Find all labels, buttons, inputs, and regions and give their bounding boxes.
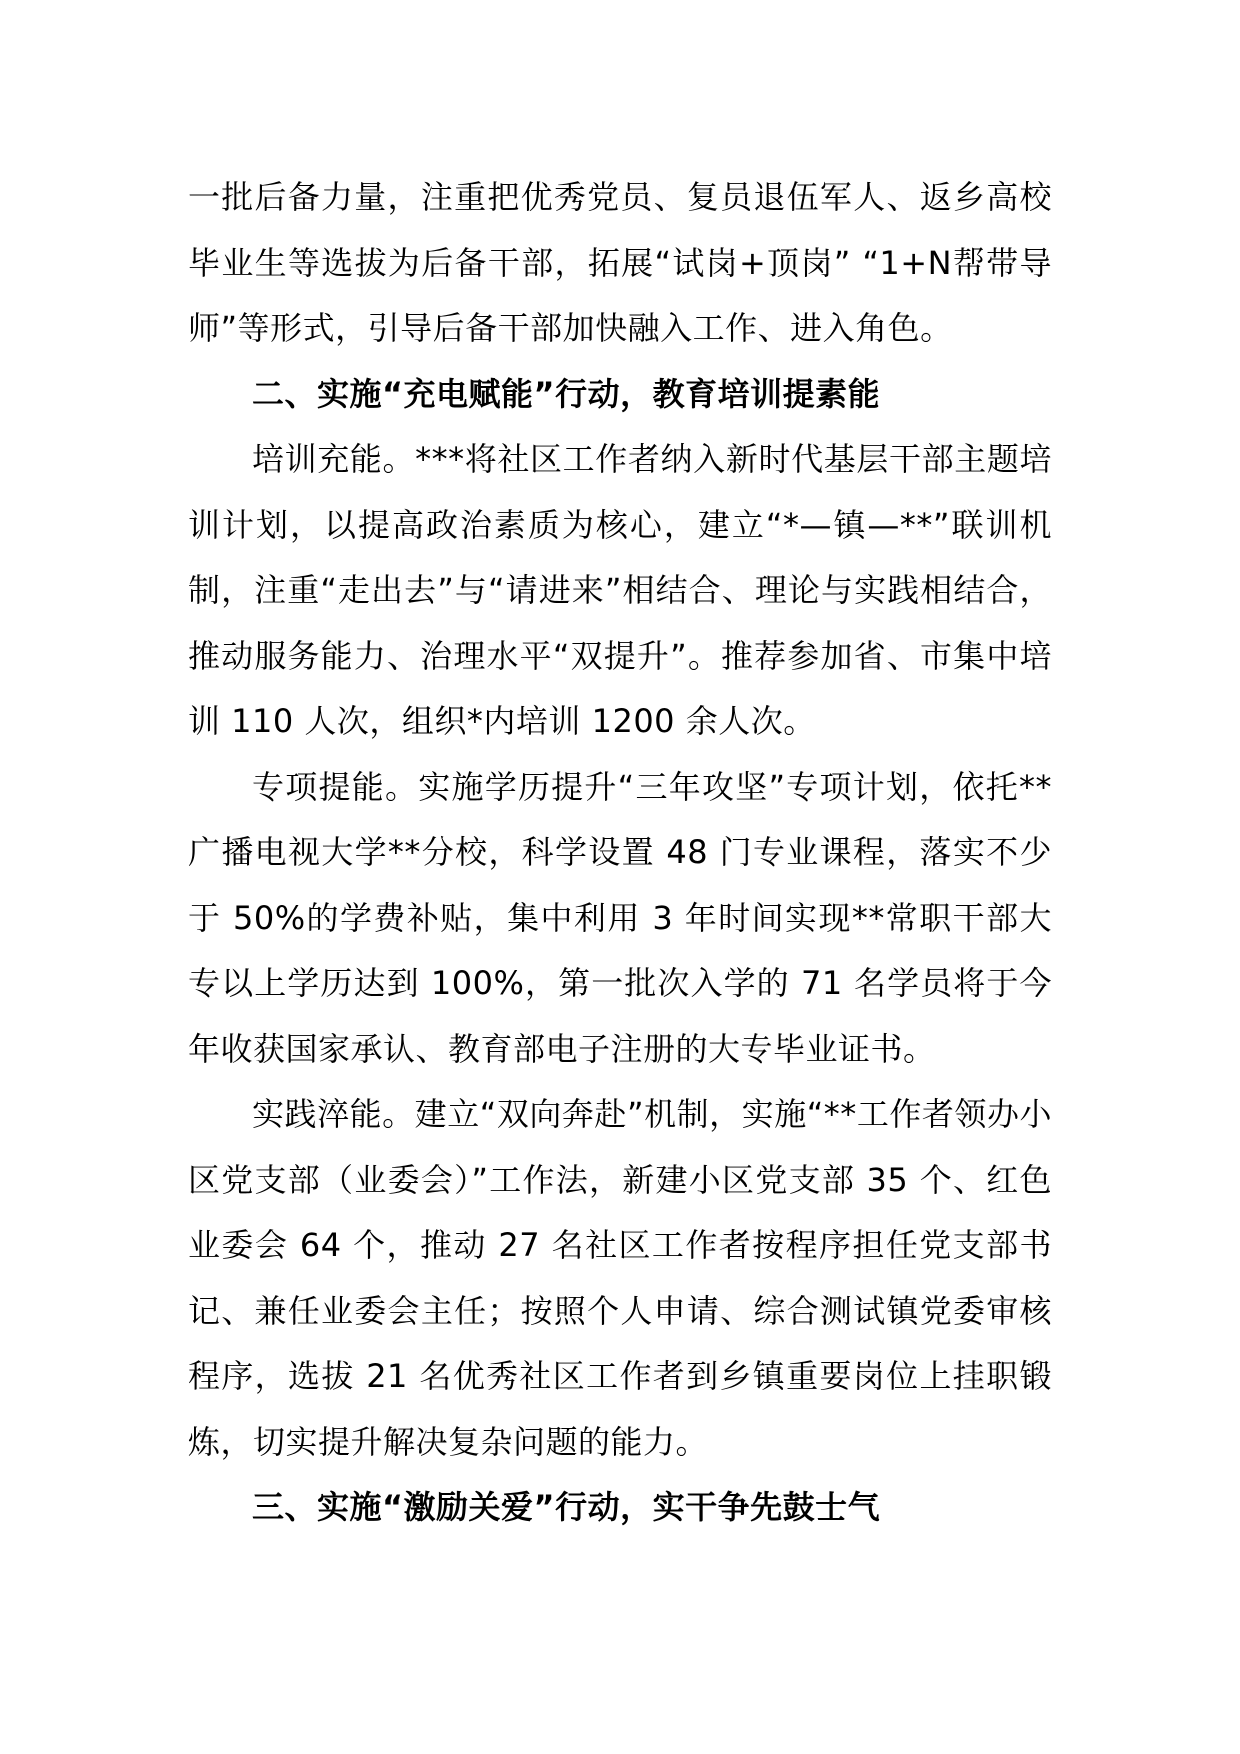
paragraph-practice: 实践淬能。建立“双向奔赴”机制，实施“**工作者领办小区党支部（业委会）”工作法，新建小区党支部 35 个、红色业委会 64 个，推动 27 名社区工作者按程序担任党支部书记、兼任业委会主任；按照个人申请、综合测试镇党委审核程序，选拔 21 名优秀社区工作者到乡镇重要岗位上挂职锻炼，切实提升解决复杂问题的能力。 bbox=[188, 1095, 1052, 1461]
document-body bbox=[188, 165, 1052, 1541]
section-heading-2: 二、实施“充电赋能”行动，教育培训提素能 bbox=[252, 374, 881, 413]
paragraph-training: 培训充能。***将社区工作者纳入新时代基层干部主题培训计划，以提高政治素质为核心，建立“*—镇—**”联训机制，注重“走出去”与“请进来”相结合、理论与实践相结合，推动服务能力、治理水平“双提升”。推荐参加省、市集中培训 110 人次，组织*内培训 1200 余人次。 bbox=[188, 440, 1052, 740]
paragraph-special-improvement: 专项提能。实施学历提升“三年攻坚”专项计划，依托**广播电视大学**分校，科学设置 48 门专业课程，落实不少于 50%的学费补贴，集中利用 3 年时间实现**常职干部大专以上学历达到 100%，第一批次入学的 71 名学员将于今年收获国家承认、教育部电子注册的大专毕业证书。 bbox=[188, 767, 1052, 1068]
section-heading-3: 三、实施“激励关爱”行动，实干争先鼓士气 bbox=[252, 1488, 881, 1526]
paragraph-reserve-cadres: 一批后备力量，注重把优秀党员、复员退伍军人、返乡高校毕业生等选拔为后备干部，拓展“试岗+顶岗” “1+N帮带导师”等形式，引导后备干部加快融入工作、进入角色。 bbox=[188, 178, 1052, 347]
